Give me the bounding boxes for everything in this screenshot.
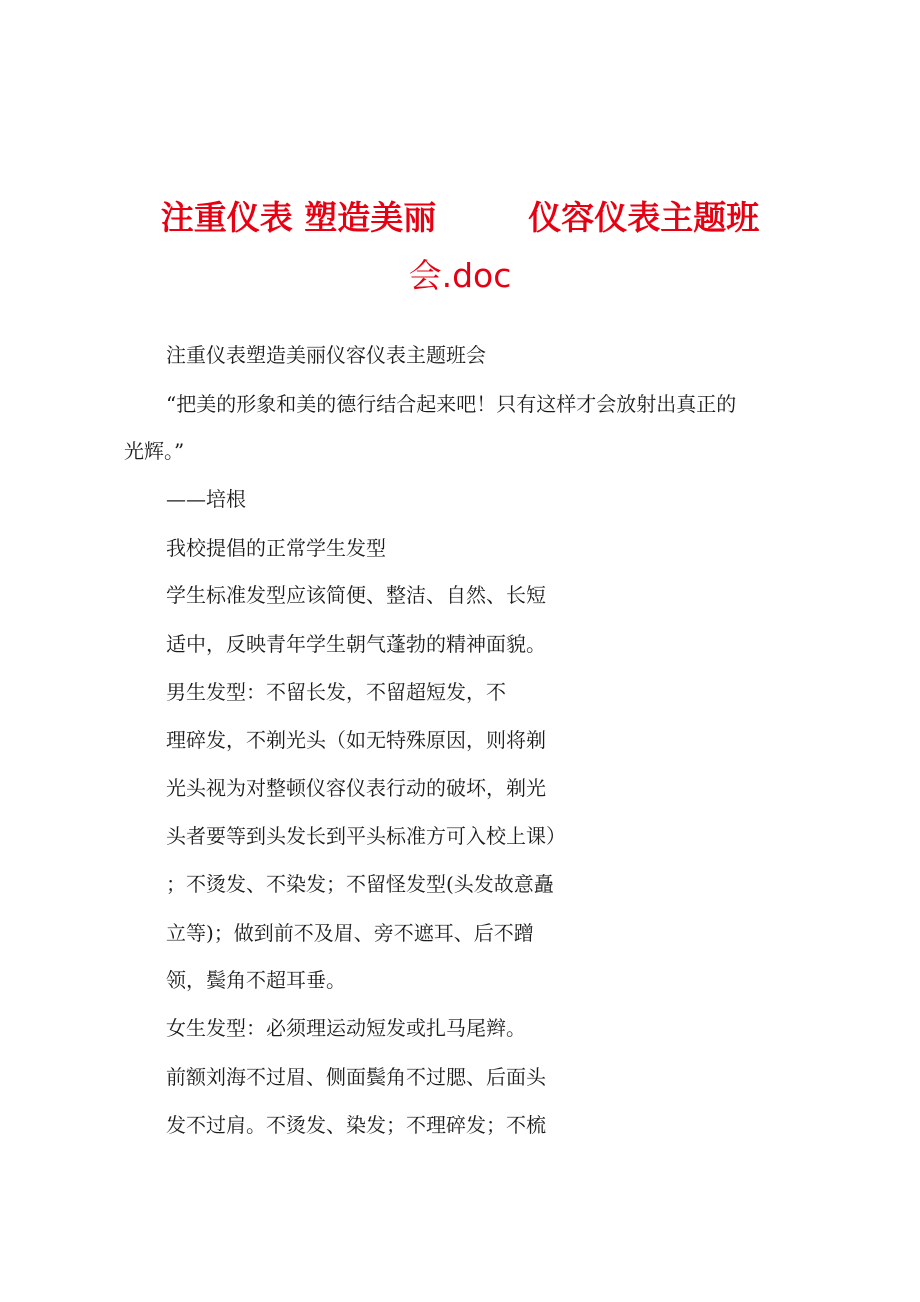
document-title-line-1: 注重仪表 塑造美丽 仪容仪表主题班 (160, 198, 760, 237)
body-line-12: ；不烫发、不染发；不留怪发型(头发故意矗 (166, 872, 554, 896)
body-line-9: 理碎发，不剃光头（如无特殊原因，则将剃 (166, 728, 546, 752)
document-title-line-2: 会.doc (408, 256, 512, 295)
body-line-13: 立等)；做到前不及眉、旁不遮耳、后不蹭 (166, 921, 534, 945)
body-line-2: “把美的形象和美的德行结合起来吧！只有这样才会放射出真正的 (166, 392, 737, 416)
body-line-1: 注重仪表塑造美丽仪容仪表主题班会 (166, 343, 486, 367)
body-line-3: 光辉。” (124, 439, 185, 463)
body-line-15: 女生发型：必须理运动短发或扎马尾辫。 (166, 1016, 526, 1040)
body-line-7: 适中，反映青年学生朝气蓬勃的精神面貌。 (166, 632, 546, 656)
body-line-10: 光头视为对整顿仪容仪表行动的破坏，剃光 (166, 776, 546, 800)
body-line-17: 发不过肩。不烫发、染发；不理碎发；不梳 (166, 1113, 546, 1137)
body-line-6: 学生标准发型应该简便、整洁、自然、长短 (166, 583, 546, 607)
body-line-4: ——培根 (166, 487, 246, 511)
body-line-8: 男生发型：不留长发，不留超短发，不 (166, 680, 506, 704)
body-line-16: 前额刘海不过眉、侧面鬓角不过腮、后面头 (166, 1065, 546, 1089)
body-line-11: 头者要等到头发长到平头标准方可入校上课） (166, 824, 566, 848)
body-line-14: 领，鬓角不超耳垂。 (166, 968, 346, 992)
body-line-5: 我校提倡的正常学生发型 (166, 536, 386, 560)
